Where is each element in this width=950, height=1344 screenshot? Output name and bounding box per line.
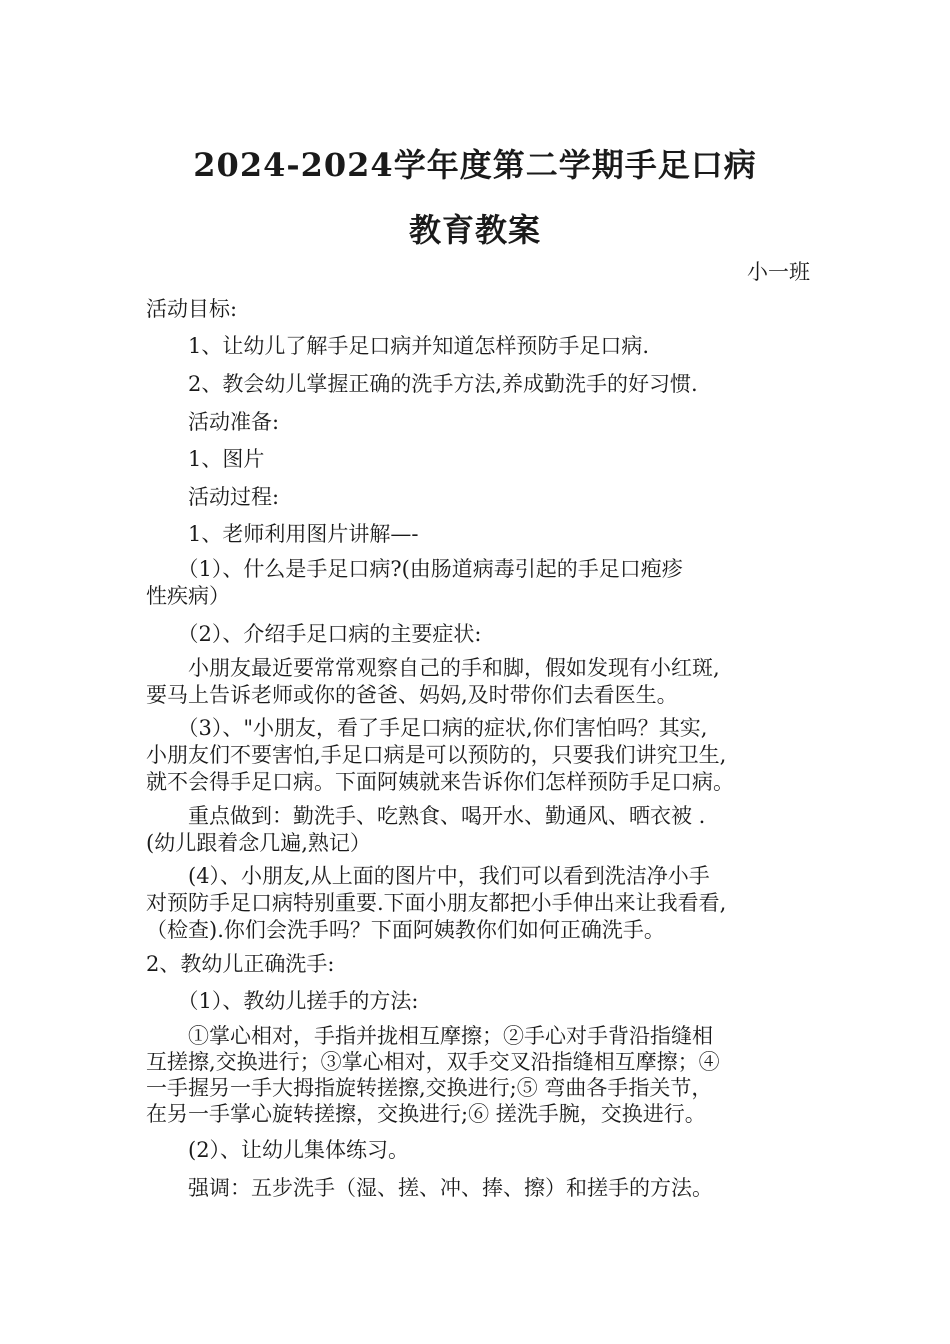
paragraph-line: 对预防手足口病特别重要.下面小朋友都把小手伸出来让我看看, [146,891,727,915]
paragraph-line: 小朋友最近要常常观察自己的手和脚，假如发现有小红斑, [146,656,720,680]
paragraph-line: 强调：五步洗手（湿、搓、冲、捧、擦）和搓手的方法。 [146,1176,713,1200]
section-heading: 活动过程: [146,485,280,509]
paragraph-line: 要马上告诉老师或你的爸爸、妈妈,及时带你们去看医生。 [146,683,678,707]
paragraph-line: （1）、什么是手足口病?(由肠道病毒引起的手足口疱疹 [146,557,683,581]
paragraph-line: 1、让幼儿了解手足口病并知道怎样预防手足口病. [146,334,650,358]
paragraph-line: (4）、小朋友,从上面的图片中，我们可以看到洗洁净小手 [146,864,710,888]
paragraph-line: ①掌心相对，手指并拢相互摩擦；②手心对手背沿指缝相 [146,1024,713,1048]
section-heading: 活动目标: [146,297,238,321]
class-label: 小一班 [747,260,810,284]
document-title-line1: 2024-2024学年度第二学期手足口病 [193,146,757,184]
paragraph-line: 小朋友们不要害怕,手足口病是可以预防的，只要我们讲究卫生, [146,743,727,767]
document-title-line2: 教育教案 [408,211,541,249]
paragraph-line: 性疾病） [146,584,230,608]
section-heading: 2、教幼儿正确洗手: [146,952,335,976]
paragraph-line: (幼儿跟着念几遍,熟记） [146,831,371,855]
paragraph-line: 重点做到：勤洗手、吃熟食、喝开水、勤通风、晒衣被 . [146,804,706,828]
paragraph-line: (2）、让幼儿集体练习。 [146,1138,410,1162]
paragraph-line: 1、老师利用图片讲解—- [146,522,419,546]
paragraph-line: （检查).你们会洗手吗？下面阿姨教你们如何正确洗手。 [146,918,665,942]
paragraph-line: 在另一手掌心旋转搓擦，交换进行;⑥ 搓洗手腕，交换进行。 [146,1102,706,1126]
paragraph-line: 2、教会幼儿掌握正确的洗手方法,养成勤洗手的好习惯. [146,372,698,396]
paragraph-line: 互搓擦,交换进行；③掌心相对，双手交叉沿指缝相互摩擦；④ [146,1050,720,1074]
paragraph-line: （1）、教幼儿搓手的方法: [146,989,419,1013]
section-heading: 活动准备: [146,410,280,434]
paragraph-line: （2）、介绍手足口病的主要症状: [146,622,482,646]
paragraph-line: 1、图片 [146,447,265,471]
paragraph-line: （3）、"小朋友，看了手足口病的症状,你们害怕吗？其实, [146,716,708,740]
paragraph-line: 就不会得手足口病。下面阿姨就来告诉你们怎样预防手足口病。 [146,770,734,794]
paragraph-line: 一手握另一手大拇指旋转搓擦,交换进行;⑤ 弯曲各手指关节， [146,1076,713,1100]
